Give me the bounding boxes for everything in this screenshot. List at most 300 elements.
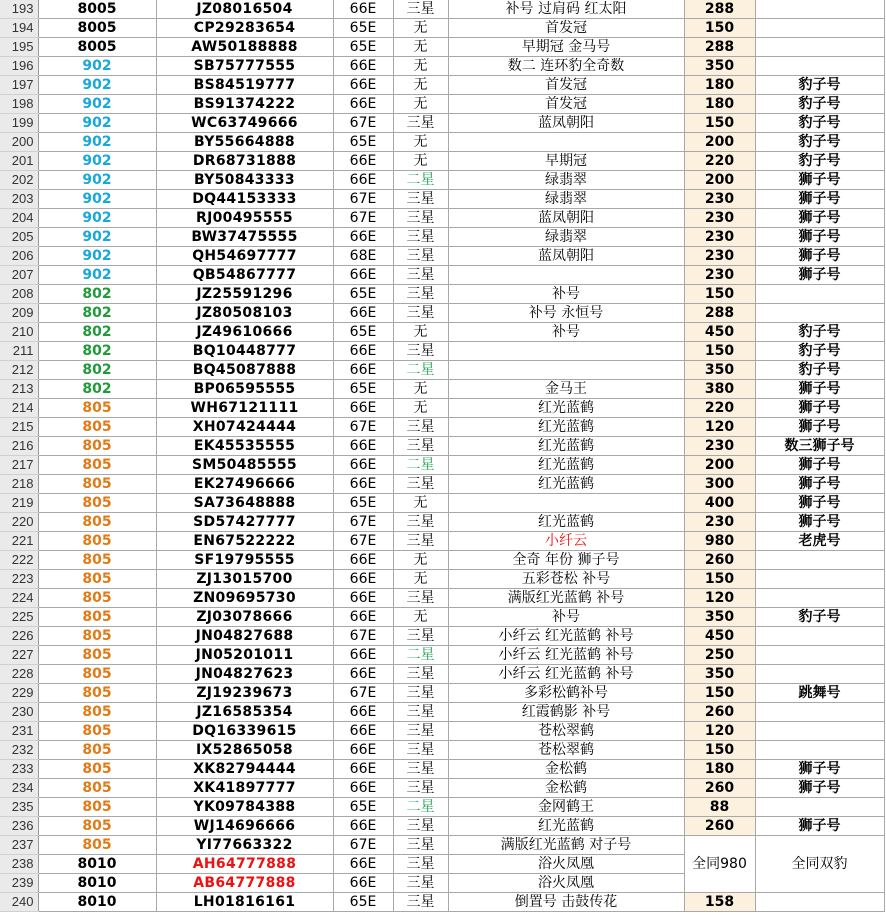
series-cell[interactable]: 805 xyxy=(38,456,156,475)
series-cell[interactable]: 805 xyxy=(38,627,156,646)
serial-code-cell[interactable]: JZ49610666 xyxy=(156,323,333,342)
watermark-cell[interactable]: 68E xyxy=(333,247,393,266)
serial-code-cell[interactable]: IX52865058 xyxy=(156,741,333,760)
mark-cell[interactable] xyxy=(755,893,884,912)
price-cell[interactable]: 150 xyxy=(684,570,755,589)
mark-cell[interactable]: 狮子号 xyxy=(755,513,884,532)
note-cell[interactable]: 补号 xyxy=(448,323,684,342)
note-cell[interactable]: 红光蓝鹤 xyxy=(448,513,684,532)
note-cell[interactable]: 补号 过肩码 红太阳 xyxy=(448,0,684,19)
mark-cell[interactable]: 跳舞号 xyxy=(755,684,884,703)
mark-cell[interactable]: 豹子号 xyxy=(755,76,884,95)
price-cell[interactable]: 230 xyxy=(684,266,755,285)
series-cell[interactable]: 902 xyxy=(38,247,156,266)
series-cell[interactable]: 902 xyxy=(38,171,156,190)
series-cell[interactable]: 805 xyxy=(38,608,156,627)
merged-mark-cell[interactable]: 全同双豹 xyxy=(755,836,884,893)
serial-code-cell[interactable]: DQ44153333 xyxy=(156,190,333,209)
watermark-cell[interactable]: 66E xyxy=(333,551,393,570)
serial-code-cell[interactable]: QH54697777 xyxy=(156,247,333,266)
watermark-cell[interactable]: 66E xyxy=(333,437,393,456)
note-cell[interactable]: 绿翡翠 xyxy=(448,190,684,209)
star-tag-cell[interactable]: 无 xyxy=(393,323,448,342)
watermark-cell[interactable]: 67E xyxy=(333,513,393,532)
watermark-cell[interactable]: 67E xyxy=(333,684,393,703)
mark-cell[interactable]: 狮子号 xyxy=(755,760,884,779)
note-cell[interactable]: 浴火凤凰 xyxy=(448,855,684,874)
series-cell[interactable]: 8005 xyxy=(38,38,156,57)
mark-cell[interactable] xyxy=(755,285,884,304)
watermark-cell[interactable]: 66E xyxy=(333,0,393,19)
price-cell[interactable]: 230 xyxy=(684,209,755,228)
price-cell[interactable]: 88 xyxy=(684,798,755,817)
watermark-cell[interactable]: 67E xyxy=(333,532,393,551)
mark-cell[interactable]: 豹子号 xyxy=(755,152,884,171)
star-tag-cell[interactable]: 二星 xyxy=(393,171,448,190)
note-cell[interactable]: 补号 永恒号 xyxy=(448,304,684,323)
price-cell[interactable]: 350 xyxy=(684,361,755,380)
star-tag-cell[interactable]: 三星 xyxy=(393,209,448,228)
serial-code-cell[interactable]: BW37475555 xyxy=(156,228,333,247)
serial-code-cell[interactable]: BQ45087888 xyxy=(156,361,333,380)
mark-cell[interactable]: 豹子号 xyxy=(755,114,884,133)
serial-code-cell[interactable]: XK82794444 xyxy=(156,760,333,779)
watermark-cell[interactable]: 66E xyxy=(333,475,393,494)
star-tag-cell[interactable]: 二星 xyxy=(393,646,448,665)
note-cell[interactable] xyxy=(448,494,684,513)
star-tag-cell[interactable]: 三星 xyxy=(393,418,448,437)
series-cell[interactable]: 805 xyxy=(38,437,156,456)
serial-code-cell[interactable]: JZ80508103 xyxy=(156,304,333,323)
merged-price-cell[interactable]: 全同980 xyxy=(684,836,755,893)
watermark-cell[interactable]: 65E xyxy=(333,285,393,304)
watermark-cell[interactable]: 66E xyxy=(333,76,393,95)
note-cell[interactable]: 全奇 年份 狮子号 xyxy=(448,551,684,570)
watermark-cell[interactable]: 66E xyxy=(333,456,393,475)
series-cell[interactable]: 805 xyxy=(38,703,156,722)
star-tag-cell[interactable]: 无 xyxy=(393,95,448,114)
price-cell[interactable]: 288 xyxy=(684,0,755,19)
price-cell[interactable]: 120 xyxy=(684,722,755,741)
note-cell[interactable]: 红光蓝鹤 xyxy=(448,418,684,437)
serial-code-cell[interactable]: SF19795555 xyxy=(156,551,333,570)
note-cell[interactable]: 小纤云 红光蓝鹤 补号 xyxy=(448,646,684,665)
mark-cell[interactable]: 狮子号 xyxy=(755,209,884,228)
series-cell[interactable]: 802 xyxy=(38,361,156,380)
watermark-cell[interactable]: 66E xyxy=(333,399,393,418)
series-cell[interactable]: 902 xyxy=(38,266,156,285)
star-tag-cell[interactable]: 无 xyxy=(393,19,448,38)
series-cell[interactable]: 902 xyxy=(38,190,156,209)
watermark-cell[interactable]: 66E xyxy=(333,817,393,836)
price-cell[interactable]: 380 xyxy=(684,380,755,399)
watermark-cell[interactable]: 66E xyxy=(333,171,393,190)
star-tag-cell[interactable]: 三星 xyxy=(393,475,448,494)
watermark-cell[interactable]: 67E xyxy=(333,114,393,133)
serial-code-cell[interactable]: SD57427777 xyxy=(156,513,333,532)
series-cell[interactable]: 902 xyxy=(38,95,156,114)
serial-code-cell[interactable]: AH64777888 xyxy=(156,855,333,874)
note-cell[interactable]: 红光蓝鹤 xyxy=(448,456,684,475)
price-cell[interactable]: 200 xyxy=(684,456,755,475)
serial-code-cell[interactable]: BP06595555 xyxy=(156,380,333,399)
series-cell[interactable]: 805 xyxy=(38,836,156,855)
price-cell[interactable]: 150 xyxy=(684,342,755,361)
mark-cell[interactable] xyxy=(755,551,884,570)
price-cell[interactable]: 150 xyxy=(684,285,755,304)
price-cell[interactable]: 200 xyxy=(684,171,755,190)
note-cell[interactable]: 小纤云 xyxy=(448,532,684,551)
series-cell[interactable]: 805 xyxy=(38,418,156,437)
star-tag-cell[interactable]: 无 xyxy=(393,551,448,570)
mark-cell[interactable]: 狮子号 xyxy=(755,779,884,798)
mark-cell[interactable] xyxy=(755,304,884,323)
note-cell[interactable]: 五彩苍松 补号 xyxy=(448,570,684,589)
mark-cell[interactable] xyxy=(755,570,884,589)
serial-code-cell[interactable]: JZ25591296 xyxy=(156,285,333,304)
series-cell[interactable]: 805 xyxy=(38,570,156,589)
mark-cell[interactable]: 豹子号 xyxy=(755,342,884,361)
mark-cell[interactable]: 狮子号 xyxy=(755,190,884,209)
serial-code-cell[interactable]: AW50188888 xyxy=(156,38,333,57)
serial-code-cell[interactable]: JN04827623 xyxy=(156,665,333,684)
star-tag-cell[interactable]: 二星 xyxy=(393,361,448,380)
star-tag-cell[interactable]: 三星 xyxy=(393,817,448,836)
serial-code-cell[interactable]: EN67522222 xyxy=(156,532,333,551)
series-cell[interactable]: 805 xyxy=(38,684,156,703)
watermark-cell[interactable]: 66E xyxy=(333,95,393,114)
price-cell[interactable]: 150 xyxy=(684,684,755,703)
price-cell[interactable]: 230 xyxy=(684,190,755,209)
watermark-cell[interactable]: 66E xyxy=(333,304,393,323)
price-cell[interactable]: 150 xyxy=(684,19,755,38)
watermark-cell[interactable]: 66E xyxy=(333,228,393,247)
serial-code-cell[interactable]: LH01816161 xyxy=(156,893,333,912)
series-cell[interactable]: 805 xyxy=(38,741,156,760)
mark-cell[interactable]: 狮子号 xyxy=(755,247,884,266)
serial-code-cell[interactable]: EK45535555 xyxy=(156,437,333,456)
mark-cell[interactable]: 豹子号 xyxy=(755,608,884,627)
watermark-cell[interactable]: 66E xyxy=(333,722,393,741)
watermark-cell[interactable]: 65E xyxy=(333,38,393,57)
serial-code-cell[interactable]: XH07424444 xyxy=(156,418,333,437)
serial-code-cell[interactable]: ZN09695730 xyxy=(156,589,333,608)
note-cell[interactable]: 早期冠 金马号 xyxy=(448,38,684,57)
price-cell[interactable]: 300 xyxy=(684,475,755,494)
series-cell[interactable]: 805 xyxy=(38,798,156,817)
note-cell[interactable]: 苍松翠鹤 xyxy=(448,741,684,760)
watermark-cell[interactable]: 65E xyxy=(333,19,393,38)
star-tag-cell[interactable]: 三星 xyxy=(393,760,448,779)
watermark-cell[interactable]: 66E xyxy=(333,57,393,76)
mark-cell[interactable]: 狮子号 xyxy=(755,228,884,247)
serial-code-cell[interactable]: YI77663322 xyxy=(156,836,333,855)
note-cell[interactable]: 倒置号 击鼓传花 xyxy=(448,893,684,912)
mark-cell[interactable] xyxy=(755,19,884,38)
serial-code-cell[interactable]: WJ14696666 xyxy=(156,817,333,836)
watermark-cell[interactable]: 67E xyxy=(333,627,393,646)
mark-cell[interactable] xyxy=(755,57,884,76)
series-cell[interactable]: 8010 xyxy=(38,855,156,874)
price-cell[interactable]: 230 xyxy=(684,513,755,532)
series-cell[interactable]: 8010 xyxy=(38,874,156,893)
series-cell[interactable]: 902 xyxy=(38,133,156,152)
star-tag-cell[interactable]: 三星 xyxy=(393,304,448,323)
mark-cell[interactable]: 狮子号 xyxy=(755,494,884,513)
star-tag-cell[interactable]: 三星 xyxy=(393,342,448,361)
note-cell[interactable]: 首发冠 xyxy=(448,76,684,95)
serial-code-cell[interactable]: ZJ19239673 xyxy=(156,684,333,703)
note-cell[interactable]: 蓝凤朝阳 xyxy=(448,247,684,266)
note-cell[interactable]: 首发冠 xyxy=(448,19,684,38)
star-tag-cell[interactable]: 三星 xyxy=(393,741,448,760)
mark-cell[interactable]: 豹子号 xyxy=(755,323,884,342)
mark-cell[interactable] xyxy=(755,798,884,817)
serial-code-cell[interactable]: JN04827688 xyxy=(156,627,333,646)
serial-code-cell[interactable]: DQ16339615 xyxy=(156,722,333,741)
star-tag-cell[interactable]: 三星 xyxy=(393,513,448,532)
price-cell[interactable]: 158 xyxy=(684,893,755,912)
note-cell[interactable] xyxy=(448,133,684,152)
price-cell[interactable]: 120 xyxy=(684,418,755,437)
note-cell[interactable]: 蓝凤朝阳 xyxy=(448,209,684,228)
price-cell[interactable]: 220 xyxy=(684,152,755,171)
star-tag-cell[interactable]: 三星 xyxy=(393,836,448,855)
star-tag-cell[interactable]: 三星 xyxy=(393,0,448,19)
series-cell[interactable]: 805 xyxy=(38,779,156,798)
serial-code-cell[interactable]: BY50843333 xyxy=(156,171,333,190)
price-cell[interactable]: 350 xyxy=(684,608,755,627)
note-cell[interactable]: 补号 xyxy=(448,608,684,627)
note-cell[interactable]: 补号 xyxy=(448,285,684,304)
watermark-cell[interactable]: 66E xyxy=(333,741,393,760)
series-cell[interactable]: 8005 xyxy=(38,19,156,38)
star-tag-cell[interactable]: 三星 xyxy=(393,589,448,608)
serial-code-cell[interactable]: SB75777555 xyxy=(156,57,333,76)
watermark-cell[interactable]: 66E xyxy=(333,570,393,589)
star-tag-cell[interactable]: 三星 xyxy=(393,893,448,912)
note-cell[interactable]: 金网鹤王 xyxy=(448,798,684,817)
series-cell[interactable]: 805 xyxy=(38,646,156,665)
watermark-cell[interactable]: 66E xyxy=(333,266,393,285)
price-cell[interactable]: 230 xyxy=(684,247,755,266)
series-cell[interactable]: 902 xyxy=(38,152,156,171)
note-cell[interactable]: 小纤云 红光蓝鹤 补号 xyxy=(448,665,684,684)
note-cell[interactable]: 首发冠 xyxy=(448,95,684,114)
star-tag-cell[interactable]: 无 xyxy=(393,152,448,171)
price-cell[interactable]: 230 xyxy=(684,228,755,247)
serial-code-cell[interactable]: BS84519777 xyxy=(156,76,333,95)
series-cell[interactable]: 805 xyxy=(38,817,156,836)
price-cell[interactable]: 220 xyxy=(684,399,755,418)
mark-cell[interactable]: 狮子号 xyxy=(755,456,884,475)
series-cell[interactable]: 802 xyxy=(38,380,156,399)
star-tag-cell[interactable]: 三星 xyxy=(393,190,448,209)
price-cell[interactable]: 230 xyxy=(684,437,755,456)
mark-cell[interactable]: 狮子号 xyxy=(755,418,884,437)
star-tag-cell[interactable]: 三星 xyxy=(393,684,448,703)
note-cell[interactable]: 红光蓝鹤 xyxy=(448,399,684,418)
series-cell[interactable]: 902 xyxy=(38,209,156,228)
serial-code-cell[interactable]: EK27496666 xyxy=(156,475,333,494)
mark-cell[interactable]: 狮子号 xyxy=(755,380,884,399)
mark-cell[interactable]: 狮子号 xyxy=(755,817,884,836)
price-cell[interactable]: 288 xyxy=(684,38,755,57)
note-cell[interactable]: 金松鹤 xyxy=(448,779,684,798)
watermark-cell[interactable]: 67E xyxy=(333,836,393,855)
series-cell[interactable]: 802 xyxy=(38,342,156,361)
serial-code-cell[interactable]: JN05201011 xyxy=(156,646,333,665)
star-tag-cell[interactable]: 三星 xyxy=(393,114,448,133)
serial-code-cell[interactable]: JZ08016504 xyxy=(156,0,333,19)
watermark-cell[interactable]: 67E xyxy=(333,418,393,437)
mark-cell[interactable] xyxy=(755,38,884,57)
star-tag-cell[interactable]: 三星 xyxy=(393,722,448,741)
series-cell[interactable]: 805 xyxy=(38,532,156,551)
series-cell[interactable]: 802 xyxy=(38,285,156,304)
mark-cell[interactable] xyxy=(755,665,884,684)
mark-cell[interactable] xyxy=(755,703,884,722)
price-cell[interactable]: 150 xyxy=(684,114,755,133)
price-cell[interactable]: 250 xyxy=(684,646,755,665)
series-cell[interactable]: 805 xyxy=(38,494,156,513)
price-cell[interactable]: 200 xyxy=(684,133,755,152)
serial-code-cell[interactable]: ZJ03078666 xyxy=(156,608,333,627)
note-cell[interactable] xyxy=(448,342,684,361)
star-tag-cell[interactable]: 无 xyxy=(393,380,448,399)
serial-code-cell[interactable]: DR68731888 xyxy=(156,152,333,171)
mark-cell[interactable]: 狮子号 xyxy=(755,399,884,418)
watermark-cell[interactable]: 66E xyxy=(333,703,393,722)
mark-cell[interactable] xyxy=(755,589,884,608)
price-cell[interactable]: 980 xyxy=(684,532,755,551)
note-cell[interactable] xyxy=(448,266,684,285)
star-tag-cell[interactable]: 三星 xyxy=(393,779,448,798)
star-tag-cell[interactable]: 无 xyxy=(393,38,448,57)
note-cell[interactable]: 红光蓝鹤 xyxy=(448,475,684,494)
watermark-cell[interactable]: 66E xyxy=(333,589,393,608)
star-tag-cell[interactable]: 三星 xyxy=(393,266,448,285)
note-cell[interactable]: 金松鹤 xyxy=(448,760,684,779)
watermark-cell[interactable]: 65E xyxy=(333,380,393,399)
serial-code-cell[interactable]: CP29283654 xyxy=(156,19,333,38)
note-cell[interactable]: 金马王 xyxy=(448,380,684,399)
star-tag-cell[interactable]: 无 xyxy=(393,494,448,513)
series-cell[interactable]: 902 xyxy=(38,114,156,133)
series-cell[interactable]: 805 xyxy=(38,513,156,532)
star-tag-cell[interactable]: 三星 xyxy=(393,285,448,304)
serial-code-cell[interactable]: QB54867777 xyxy=(156,266,333,285)
note-cell[interactable]: 小纤云 红光蓝鹤 补号 xyxy=(448,627,684,646)
star-tag-cell[interactable]: 三星 xyxy=(393,855,448,874)
mark-cell[interactable]: 老虎号 xyxy=(755,532,884,551)
series-cell[interactable]: 802 xyxy=(38,323,156,342)
serial-code-cell[interactable]: BS91374222 xyxy=(156,95,333,114)
serial-code-cell[interactable]: WC63749666 xyxy=(156,114,333,133)
price-cell[interactable]: 180 xyxy=(684,760,755,779)
watermark-cell[interactable]: 66E xyxy=(333,874,393,893)
watermark-cell[interactable]: 66E xyxy=(333,152,393,171)
star-tag-cell[interactable]: 三星 xyxy=(393,665,448,684)
note-cell[interactable]: 早期冠 xyxy=(448,152,684,171)
price-cell[interactable]: 260 xyxy=(684,703,755,722)
serial-code-cell[interactable]: RJ00495555 xyxy=(156,209,333,228)
watermark-cell[interactable]: 65E xyxy=(333,893,393,912)
star-tag-cell[interactable]: 二星 xyxy=(393,456,448,475)
mark-cell[interactable]: 数三狮子号 xyxy=(755,437,884,456)
star-tag-cell[interactable]: 无 xyxy=(393,133,448,152)
series-cell[interactable]: 902 xyxy=(38,228,156,247)
price-cell[interactable]: 150 xyxy=(684,741,755,760)
star-tag-cell[interactable]: 三星 xyxy=(393,627,448,646)
serial-code-cell[interactable]: XK41897777 xyxy=(156,779,333,798)
note-cell[interactable]: 苍松翠鹤 xyxy=(448,722,684,741)
star-tag-cell[interactable]: 三星 xyxy=(393,437,448,456)
mark-cell[interactable]: 狮子号 xyxy=(755,475,884,494)
series-cell[interactable]: 805 xyxy=(38,665,156,684)
price-cell[interactable]: 288 xyxy=(684,304,755,323)
series-cell[interactable]: 902 xyxy=(38,76,156,95)
watermark-cell[interactable]: 66E xyxy=(333,855,393,874)
mark-cell[interactable]: 豹子号 xyxy=(755,361,884,380)
mark-cell[interactable] xyxy=(755,646,884,665)
mark-cell[interactable] xyxy=(755,627,884,646)
mark-cell[interactable] xyxy=(755,741,884,760)
star-tag-cell[interactable]: 三星 xyxy=(393,228,448,247)
watermark-cell[interactable]: 65E xyxy=(333,798,393,817)
watermark-cell[interactable]: 66E xyxy=(333,342,393,361)
price-cell[interactable]: 260 xyxy=(684,817,755,836)
watermark-cell[interactable]: 66E xyxy=(333,646,393,665)
note-cell[interactable]: 数二 连环豹全奇数 xyxy=(448,57,684,76)
mark-cell[interactable]: 狮子号 xyxy=(755,171,884,190)
series-cell[interactable]: 802 xyxy=(38,304,156,323)
note-cell[interactable] xyxy=(448,361,684,380)
price-cell[interactable]: 260 xyxy=(684,779,755,798)
note-cell[interactable]: 浴火凤凰 xyxy=(448,874,684,893)
star-tag-cell[interactable]: 无 xyxy=(393,57,448,76)
note-cell[interactable]: 绿翡翠 xyxy=(448,228,684,247)
watermark-cell[interactable]: 66E xyxy=(333,665,393,684)
note-cell[interactable]: 满版红光蓝鹤 补号 xyxy=(448,589,684,608)
series-cell[interactable]: 805 xyxy=(38,722,156,741)
price-cell[interactable]: 180 xyxy=(684,76,755,95)
serial-code-cell[interactable]: SM50485555 xyxy=(156,456,333,475)
series-cell[interactable]: 902 xyxy=(38,57,156,76)
series-cell[interactable]: 805 xyxy=(38,760,156,779)
watermark-cell[interactable]: 65E xyxy=(333,133,393,152)
series-cell[interactable]: 805 xyxy=(38,399,156,418)
mark-cell[interactable]: 豹子号 xyxy=(755,95,884,114)
watermark-cell[interactable]: 65E xyxy=(333,494,393,513)
star-tag-cell[interactable]: 无 xyxy=(393,76,448,95)
watermark-cell[interactable]: 66E xyxy=(333,779,393,798)
price-cell[interactable]: 120 xyxy=(684,589,755,608)
watermark-cell[interactable]: 66E xyxy=(333,608,393,627)
series-cell[interactable]: 805 xyxy=(38,551,156,570)
star-tag-cell[interactable]: 无 xyxy=(393,570,448,589)
serial-code-cell[interactable]: SA73648888 xyxy=(156,494,333,513)
mark-cell[interactable]: 豹子号 xyxy=(755,133,884,152)
price-cell[interactable]: 180 xyxy=(684,95,755,114)
price-cell[interactable]: 260 xyxy=(684,551,755,570)
watermark-cell[interactable]: 67E xyxy=(333,190,393,209)
series-cell[interactable]: 805 xyxy=(38,475,156,494)
serial-code-cell[interactable]: YK09784388 xyxy=(156,798,333,817)
serial-code-cell[interactable]: BY55664888 xyxy=(156,133,333,152)
serial-code-cell[interactable]: JZ16585354 xyxy=(156,703,333,722)
star-tag-cell[interactable]: 三星 xyxy=(393,703,448,722)
